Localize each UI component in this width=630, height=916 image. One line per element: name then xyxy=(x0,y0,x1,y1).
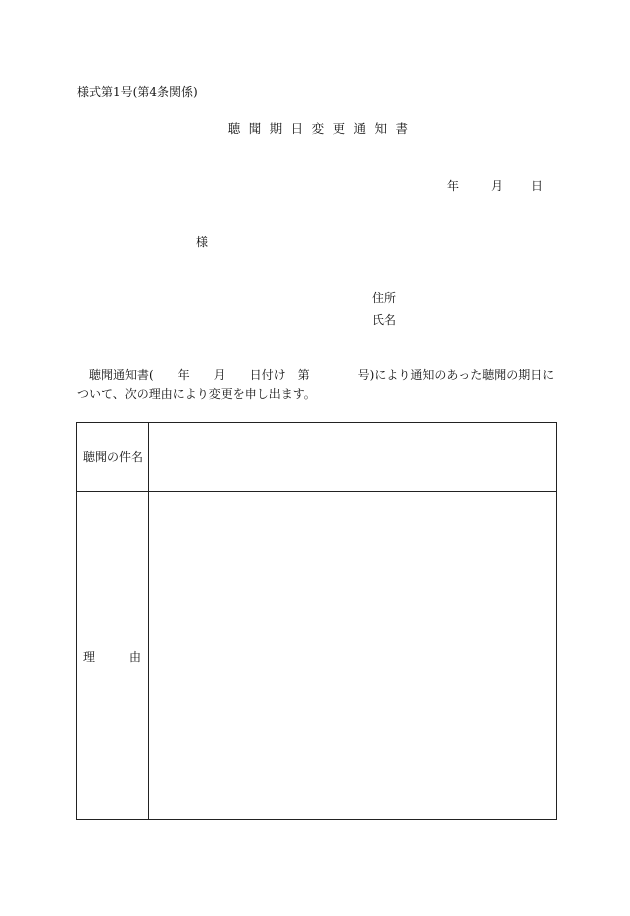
reason-field[interactable] xyxy=(149,492,556,819)
month-label: 月 xyxy=(491,179,504,193)
applicant-name-label: 氏名 xyxy=(372,313,397,327)
day-label: 日 xyxy=(531,179,544,193)
form-number: 様式第1号(第4条関係) xyxy=(77,85,198,99)
form-table xyxy=(76,422,557,820)
reason-label-char-1: 理 xyxy=(83,650,96,664)
reason-label xyxy=(83,651,141,663)
applicant-address-label: 住所 xyxy=(372,291,397,305)
addressee-suffix: 様 xyxy=(196,235,209,249)
case-name-label: 聴聞の件名 xyxy=(83,450,144,464)
body-text-line-1: 聴聞通知書( 年 月 日付け 第 号)により通知のあった聴聞の期日に xyxy=(89,368,555,382)
date-line xyxy=(447,180,543,192)
case-name-field[interactable] xyxy=(149,423,556,491)
year-label: 年 xyxy=(447,179,460,193)
document-title: 聴 聞 期 日 変 更 通 知 書 xyxy=(227,121,411,136)
reason-label-char-2: 由 xyxy=(128,650,141,664)
body-text-line-2: ついて、次の理由により変更を申し出ます。 xyxy=(77,387,316,401)
